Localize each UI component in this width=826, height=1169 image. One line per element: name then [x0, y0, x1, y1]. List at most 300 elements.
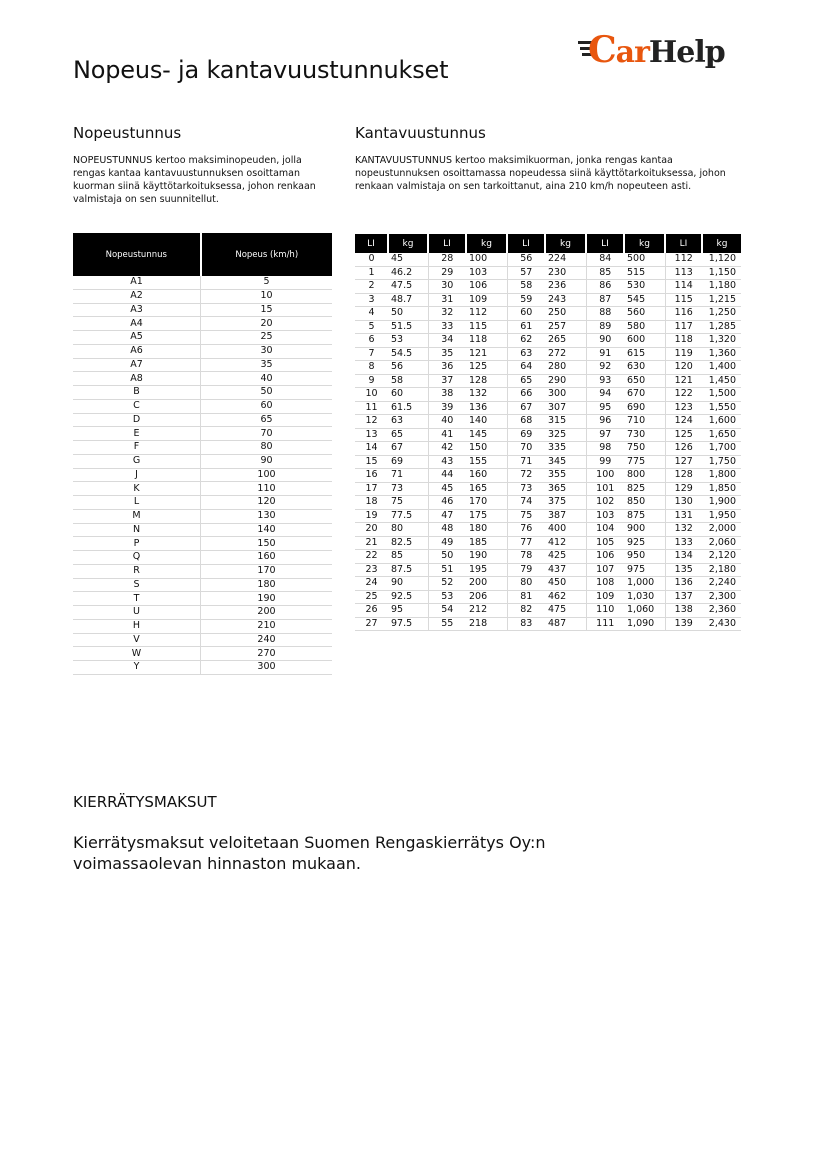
table-row: [73, 551, 332, 565]
load-col-header: LI: [355, 234, 388, 253]
load-kg-cell: 2,180: [702, 563, 741, 577]
table-row: [73, 537, 332, 551]
load-index-cell: 32: [428, 307, 466, 321]
load-index-cell: 78: [507, 550, 545, 564]
load-kg-cell: 155: [466, 455, 507, 469]
speed-code-cell: W: [73, 647, 201, 661]
load-index-cell: 2: [355, 280, 388, 294]
load-kg-cell: 109: [466, 293, 507, 307]
table-row: [355, 455, 741, 469]
load-index-cell: 17: [355, 482, 388, 496]
table-row: [355, 496, 741, 510]
load-kg-cell: 2,060: [702, 536, 741, 550]
speed-value-cell: 210: [201, 619, 333, 633]
table-row: [355, 550, 741, 564]
load-index-cell: 8: [355, 361, 388, 375]
speed-value-cell: 25: [201, 331, 333, 345]
load-index-cell: 13: [355, 428, 388, 442]
load-kg-cell: 2,240: [702, 577, 741, 591]
speed-code-cell: A6: [73, 344, 201, 358]
load-index-cell: 123: [665, 401, 702, 415]
load-kg-cell: 1,600: [702, 415, 741, 429]
load-kg-cell: 1,000: [624, 577, 665, 591]
table-row: [355, 320, 741, 334]
load-kg-cell: 112: [466, 307, 507, 321]
load-kg-cell: 75: [388, 496, 428, 510]
load-kg-cell: 65: [388, 428, 428, 442]
load-index-cell: 1: [355, 266, 388, 280]
load-kg-cell: 1,900: [702, 496, 741, 510]
speed-code-cell: L: [73, 496, 201, 510]
load-index-cell: 113: [665, 266, 702, 280]
table-row: [73, 592, 332, 606]
load-index-cell: 37: [428, 374, 466, 388]
load-index-cell: 40: [428, 415, 466, 429]
load-index-cell: 4: [355, 307, 388, 321]
load-kg-cell: 73: [388, 482, 428, 496]
load-kg-cell: 212: [466, 604, 507, 618]
load-kg-cell: 900: [624, 523, 665, 537]
speed-code-cell: A1: [73, 276, 201, 289]
load-index-cell: 36: [428, 361, 466, 375]
speed-code-cell: U: [73, 606, 201, 620]
load-index-cell: 121: [665, 374, 702, 388]
load-kg-cell: 69: [388, 455, 428, 469]
table-row: [355, 523, 741, 537]
recycling-text: Kierrätysmaksut veloitetaan Suomen Rengaskierrätys Oy:n voimassaolevan hinnaston mukaan.: [73, 833, 546, 873]
load-index-cell: 39: [428, 401, 466, 415]
load-index-cell: 108: [586, 577, 624, 591]
table-row: [73, 619, 332, 633]
load-index-cell: 9: [355, 374, 388, 388]
load-index-cell: 116: [665, 307, 702, 321]
load-kg-cell: 1,030: [624, 590, 665, 604]
load-kg-cell: 475: [545, 604, 586, 618]
table-row: [355, 590, 741, 604]
load-index-cell: 126: [665, 442, 702, 456]
load-table-header: [355, 234, 741, 253]
load-index-cell: 128: [665, 469, 702, 483]
load-col-header: kg: [388, 234, 428, 253]
load-index-cell: 53: [428, 590, 466, 604]
load-index-cell: 41: [428, 428, 466, 442]
load-kg-cell: 1,650: [702, 428, 741, 442]
load-kg-cell: 670: [624, 388, 665, 402]
load-kg-cell: 160: [466, 469, 507, 483]
load-kg-cell: 365: [545, 482, 586, 496]
load-index-cell: 73: [507, 482, 545, 496]
load-kg-cell: 48.7: [388, 293, 428, 307]
speed-code-cell: A4: [73, 317, 201, 331]
load-index-cell: 82: [507, 604, 545, 618]
load-kg-cell: 400: [545, 523, 586, 537]
load-kg-cell: 545: [624, 293, 665, 307]
load-kg-cell: 121: [466, 347, 507, 361]
load-kg-cell: 325: [545, 428, 586, 442]
load-kg-cell: 82.5: [388, 536, 428, 550]
load-kg-cell: 875: [624, 509, 665, 523]
load-index-cell: 74: [507, 496, 545, 510]
load-index-cell: 106: [586, 550, 624, 564]
table-row: [355, 563, 741, 577]
load-index-cell: 115: [665, 293, 702, 307]
load-kg-cell: 58: [388, 374, 428, 388]
load-index-cell: 101: [586, 482, 624, 496]
load-index-cell: 132: [665, 523, 702, 537]
load-kg-cell: 650: [624, 374, 665, 388]
table-row: [73, 606, 332, 620]
load-kg-cell: 95: [388, 604, 428, 618]
speed-code-cell: P: [73, 537, 201, 551]
load-index-cell: 31: [428, 293, 466, 307]
load-index-cell: 15: [355, 455, 388, 469]
speed-description: NOPEUSTUNNUS kertoo maksiminopeuden, jolla rengas kantaa kantavuustunnuksen osoittaman kuorman siinä käyttötarkoituksessa, johon renkaan valmistaja on sen suunnitellut.: [73, 155, 316, 205]
load-kg-cell: 77.5: [388, 509, 428, 523]
speed-code-cell: D: [73, 413, 201, 427]
speed-code-cell: V: [73, 633, 201, 647]
load-index-cell: 114: [665, 280, 702, 294]
load-index-cell: 67: [507, 401, 545, 415]
load-kg-cell: 750: [624, 442, 665, 456]
speed-value-cell: 270: [201, 647, 333, 661]
load-kg-cell: 150: [466, 442, 507, 456]
load-kg-cell: 315: [545, 415, 586, 429]
load-kg-cell: 1,400: [702, 361, 741, 375]
table-row: [73, 386, 332, 400]
speed-value-cell: 120: [201, 496, 333, 510]
load-col-header: kg: [624, 234, 665, 253]
load-index-cell: 58: [507, 280, 545, 294]
load-kg-cell: 615: [624, 347, 665, 361]
speed-code-cell: A2: [73, 289, 201, 303]
speed-heading: Nopeustunnus: [73, 124, 182, 142]
load-kg-cell: 355: [545, 469, 586, 483]
load-index-cell: 136: [665, 577, 702, 591]
load-kg-cell: 224: [545, 253, 586, 266]
load-index-cell: 59: [507, 293, 545, 307]
load-index-cell: 89: [586, 320, 624, 334]
load-index-cell: 96: [586, 415, 624, 429]
load-kg-cell: 175: [466, 509, 507, 523]
load-kg-cell: 387: [545, 509, 586, 523]
speed-code-cell: A3: [73, 303, 201, 317]
table-row: [73, 276, 332, 289]
load-kg-cell: 1,150: [702, 266, 741, 280]
speed-value-cell: 40: [201, 372, 333, 386]
load-kg-cell: 630: [624, 361, 665, 375]
load-col-header: kg: [702, 234, 741, 253]
speed-value-cell: 150: [201, 537, 333, 551]
load-index-cell: 102: [586, 496, 624, 510]
load-kg-cell: 290: [545, 374, 586, 388]
load-kg-cell: 250: [545, 307, 586, 321]
speed-code-cell: N: [73, 523, 201, 537]
load-col-header: LI: [665, 234, 702, 253]
load-kg-cell: 206: [466, 590, 507, 604]
load-index-cell: 120: [665, 361, 702, 375]
load-index-cell: 21: [355, 536, 388, 550]
load-kg-cell: 90: [388, 577, 428, 591]
speed-code-cell: J: [73, 468, 201, 482]
table-row: [355, 293, 741, 307]
load-kg-cell: 128: [466, 374, 507, 388]
table-row: [355, 374, 741, 388]
speed-value-cell: 30: [201, 344, 333, 358]
speed-value-cell: 100: [201, 468, 333, 482]
speed-code-cell: M: [73, 509, 201, 523]
load-kg-cell: 118: [466, 334, 507, 348]
load-index-cell: 46: [428, 496, 466, 510]
load-index-cell: 68: [507, 415, 545, 429]
speed-code-cell: A7: [73, 358, 201, 372]
load-kg-cell: 560: [624, 307, 665, 321]
load-index-cell: 98: [586, 442, 624, 456]
table-row: [73, 523, 332, 537]
load-index-cell: 7: [355, 347, 388, 361]
load-kg-cell: 100: [466, 253, 507, 266]
table-row: [73, 482, 332, 496]
table-row: [355, 361, 741, 375]
load-index-cell: 100: [586, 469, 624, 483]
load-index-cell: 133: [665, 536, 702, 550]
load-kg-cell: 257: [545, 320, 586, 334]
load-index-cell: 76: [507, 523, 545, 537]
speed-code-cell: R: [73, 564, 201, 578]
load-kg-cell: 1,120: [702, 253, 741, 266]
load-index-cell: 42: [428, 442, 466, 456]
speed-value-cell: 80: [201, 441, 333, 455]
load-col-header: LI: [428, 234, 466, 253]
load-index-cell: 130: [665, 496, 702, 510]
load-index-cell: 49: [428, 536, 466, 550]
load-index-cell: 69: [507, 428, 545, 442]
load-kg-cell: 487: [545, 617, 586, 631]
table-row: [355, 388, 741, 402]
load-kg-cell: 190: [466, 550, 507, 564]
load-index-cell: 104: [586, 523, 624, 537]
load-kg-cell: 230: [545, 266, 586, 280]
load-kg-cell: 450: [545, 577, 586, 591]
load-kg-cell: 85: [388, 550, 428, 564]
load-index-cell: 87: [586, 293, 624, 307]
load-index-cell: 56: [507, 253, 545, 266]
load-kg-cell: 92.5: [388, 590, 428, 604]
load-index-cell: 14: [355, 442, 388, 456]
table-row: [73, 661, 332, 675]
load-index-cell: 29: [428, 266, 466, 280]
load-kg-cell: 132: [466, 388, 507, 402]
table-row: [73, 468, 332, 482]
speed-code-cell: Q: [73, 551, 201, 565]
load-kg-cell: 180: [466, 523, 507, 537]
load-kg-cell: 54.5: [388, 347, 428, 361]
table-row: [355, 509, 741, 523]
load-kg-cell: 47.5: [388, 280, 428, 294]
load-index-cell: 99: [586, 455, 624, 469]
table-row: [355, 428, 741, 442]
load-kg-cell: 515: [624, 266, 665, 280]
load-kg-cell: 97.5: [388, 617, 428, 631]
load-index-cell: 118: [665, 334, 702, 348]
load-kg-cell: 580: [624, 320, 665, 334]
load-index-cell: 26: [355, 604, 388, 618]
table-row: [355, 536, 741, 550]
load-kg-cell: 280: [545, 361, 586, 375]
load-index-cell: 90: [586, 334, 624, 348]
load-kg-cell: 850: [624, 496, 665, 510]
load-index-cell: 117: [665, 320, 702, 334]
table-row: [355, 266, 741, 280]
load-index-cell: 91: [586, 347, 624, 361]
load-kg-cell: 106: [466, 280, 507, 294]
speed-value-cell: 65: [201, 413, 333, 427]
speed-value-cell: 200: [201, 606, 333, 620]
speed-value-cell: 5: [201, 276, 333, 289]
load-index-cell: 92: [586, 361, 624, 375]
table-row: [73, 578, 332, 592]
load-kg-cell: 1,285: [702, 320, 741, 334]
speed-code-cell: A5: [73, 331, 201, 345]
load-kg-cell: 2,120: [702, 550, 741, 564]
load-kg-cell: 1,500: [702, 388, 741, 402]
load-index-cell: 112: [665, 253, 702, 266]
speed-code-cell: H: [73, 619, 201, 633]
load-index-cell: 134: [665, 550, 702, 564]
speed-value-cell: 70: [201, 427, 333, 441]
load-kg-cell: 1,060: [624, 604, 665, 618]
load-kg-cell: 63: [388, 415, 428, 429]
load-index-cell: 3: [355, 293, 388, 307]
table-row: [73, 344, 332, 358]
load-index-cell: 16: [355, 469, 388, 483]
load-kg-cell: 87.5: [388, 563, 428, 577]
load-kg-cell: 236: [545, 280, 586, 294]
table-row: [355, 401, 741, 415]
load-index-cell: 63: [507, 347, 545, 361]
load-kg-cell: 1,950: [702, 509, 741, 523]
load-index-cell: 45: [428, 482, 466, 496]
table-row: [73, 413, 332, 427]
load-index-cell: 75: [507, 509, 545, 523]
load-kg-cell: 185: [466, 536, 507, 550]
speed-code-cell: F: [73, 441, 201, 455]
load-kg-cell: 925: [624, 536, 665, 550]
load-kg-cell: 1,320: [702, 334, 741, 348]
load-kg-cell: 825: [624, 482, 665, 496]
load-kg-cell: 56: [388, 361, 428, 375]
load-kg-cell: 145: [466, 428, 507, 442]
table-row: [73, 399, 332, 413]
load-kg-cell: 950: [624, 550, 665, 564]
load-kg-cell: 243: [545, 293, 586, 307]
speed-value-cell: 190: [201, 592, 333, 606]
load-index-cell: 27: [355, 617, 388, 631]
speed-code-cell: C: [73, 399, 201, 413]
load-kg-cell: 425: [545, 550, 586, 564]
speed-value-cell: 180: [201, 578, 333, 592]
load-index-cell: 138: [665, 604, 702, 618]
speed-value-cell: 15: [201, 303, 333, 317]
table-row: [73, 289, 332, 303]
speed-value-cell: 240: [201, 633, 333, 647]
speed-code-cell: E: [73, 427, 201, 441]
load-kg-cell: 71: [388, 469, 428, 483]
load-description: KANTAVUUSTUNNUS kertoo maksimikuorman, jonka rengas kantaa nopeustunnuksen osoittamassa nopeudessa siinä käyttötarkoituksessa, johon renkaan valmistaja on sen tarkoittanut, aina 210 km/h nopeuteen asti.: [355, 155, 726, 192]
speed-value-cell: 35: [201, 358, 333, 372]
logo-letters-ar: ar: [615, 35, 649, 70]
load-col-header: LI: [586, 234, 624, 253]
page-title: Nopeus- ja kantavuustunnukset: [73, 56, 449, 84]
load-kg-cell: 125: [466, 361, 507, 375]
load-index-cell: 94: [586, 388, 624, 402]
load-kg-cell: 1,360: [702, 347, 741, 361]
load-index-cell: 71: [507, 455, 545, 469]
load-index-cell: 12: [355, 415, 388, 429]
logo-letter-c: C: [588, 29, 616, 71]
load-index-cell: 137: [665, 590, 702, 604]
load-index-cell: 35: [428, 347, 466, 361]
load-index-cell: 34: [428, 334, 466, 348]
speed-code-cell: Y: [73, 661, 201, 675]
load-index-cell: 28: [428, 253, 466, 266]
load-kg-cell: 300: [545, 388, 586, 402]
load-index-cell: 18: [355, 496, 388, 510]
speed-value-cell: 110: [201, 482, 333, 496]
table-row: [355, 604, 741, 618]
table-row: [355, 617, 741, 631]
speed-value-cell: 300: [201, 661, 333, 675]
load-kg-cell: 1,850: [702, 482, 741, 496]
load-index-cell: 135: [665, 563, 702, 577]
load-kg-cell: 437: [545, 563, 586, 577]
load-index-cell: 95: [586, 401, 624, 415]
load-index-cell: 131: [665, 509, 702, 523]
load-index-cell: 70: [507, 442, 545, 456]
load-kg-cell: 307: [545, 401, 586, 415]
logo-word-help: Help: [648, 35, 725, 70]
load-kg-cell: 61.5: [388, 401, 428, 415]
load-index-cell: 88: [586, 307, 624, 321]
load-index-cell: 124: [665, 415, 702, 429]
table-row: [355, 280, 741, 294]
table-row: [355, 442, 741, 456]
load-index-cell: 20: [355, 523, 388, 537]
load-index-cell: 52: [428, 577, 466, 591]
load-index-cell: 83: [507, 617, 545, 631]
speed-code-cell: A8: [73, 372, 201, 386]
load-kg-cell: 1,750: [702, 455, 741, 469]
load-kg-cell: 1,550: [702, 401, 741, 415]
load-index-cell: 48: [428, 523, 466, 537]
load-index-cell: 60: [507, 307, 545, 321]
load-kg-cell: 51.5: [388, 320, 428, 334]
load-kg-cell: 690: [624, 401, 665, 415]
speed-table-header: [73, 233, 332, 276]
table-row: [73, 358, 332, 372]
load-index-cell: 110: [586, 604, 624, 618]
load-kg-cell: 462: [545, 590, 586, 604]
load-kg-cell: 195: [466, 563, 507, 577]
load-index-cell: 97: [586, 428, 624, 442]
load-kg-cell: 200: [466, 577, 507, 591]
load-index-cell: 22: [355, 550, 388, 564]
load-index-cell: 103: [586, 509, 624, 523]
load-index-cell: 65: [507, 374, 545, 388]
recycling-heading: KIERRÄTYSMAKSUT: [73, 793, 217, 811]
load-index-cell: 105: [586, 536, 624, 550]
load-kg-cell: 530: [624, 280, 665, 294]
load-kg-cell: 67: [388, 442, 428, 456]
